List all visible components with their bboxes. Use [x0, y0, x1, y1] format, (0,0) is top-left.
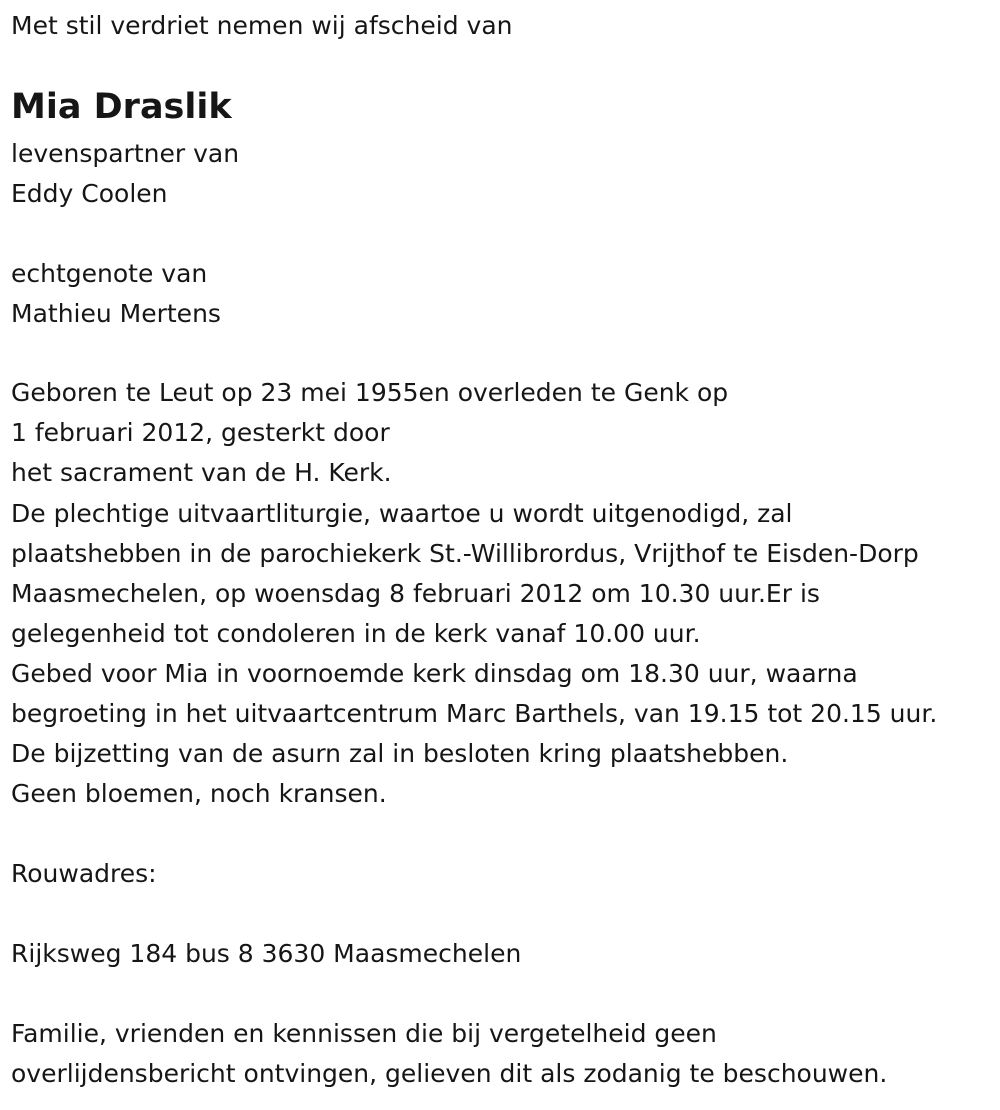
- body-line: plaatshebben in de parochiekerk St.-Willibrordus, Vrijthof te Eisden-Dorp: [11, 539, 919, 568]
- body-line: De plechtige uitvaartliturgie, waartoe u wordt uitgenodigd, zal: [11, 499, 793, 528]
- body-line: het sacrament van de H. Kerk.: [11, 458, 392, 487]
- address-label: Rouwadres:: [11, 859, 157, 888]
- body-line: De bijzetting van de asurn zal in besloten kring plaatshebben.: [11, 739, 789, 768]
- partner-relation: levenspartner van: [11, 139, 240, 168]
- body-line: Maasmechelen, op woensdag 8 februari 2012 om 10.30 uur.Er is: [11, 579, 820, 608]
- address-value: Rijksweg 184 bus 8 3630 Maasmechelen: [11, 939, 522, 968]
- intro-text: Met stil verdriet nemen wij afscheid van: [11, 11, 513, 40]
- body-line: begroeting in het uitvaartcentrum Marc Barthels, van 19.15 tot 20.15 uur.: [11, 699, 938, 728]
- body-line: Gebed voor Mia in voornoemde kerk dinsdag om 18.30 uur, waarna: [11, 659, 858, 688]
- closing-line: Familie, vrienden en kennissen die bij vergetelheid geen: [11, 1019, 717, 1048]
- body-line: 1 februari 2012, gesterkt door: [11, 418, 390, 447]
- body-line: Geen bloemen, noch kransen.: [11, 779, 387, 808]
- spouse-name: Mathieu Mertens: [11, 299, 221, 328]
- closing-line: overlijdensbericht ontvingen, gelieven dit als zodanig te beschouwen.: [11, 1059, 888, 1088]
- spouse-relation: echtgenote van: [11, 259, 208, 288]
- body-line: gelegenheid tot condoleren in de kerk vanaf 10.00 uur.: [11, 619, 701, 648]
- deceased-name: Mia Draslik: [11, 87, 232, 127]
- body-line: Geboren te Leut op 23 mei 1955en overleden te Genk op: [11, 378, 729, 407]
- partner-name: Eddy Coolen: [11, 179, 168, 208]
